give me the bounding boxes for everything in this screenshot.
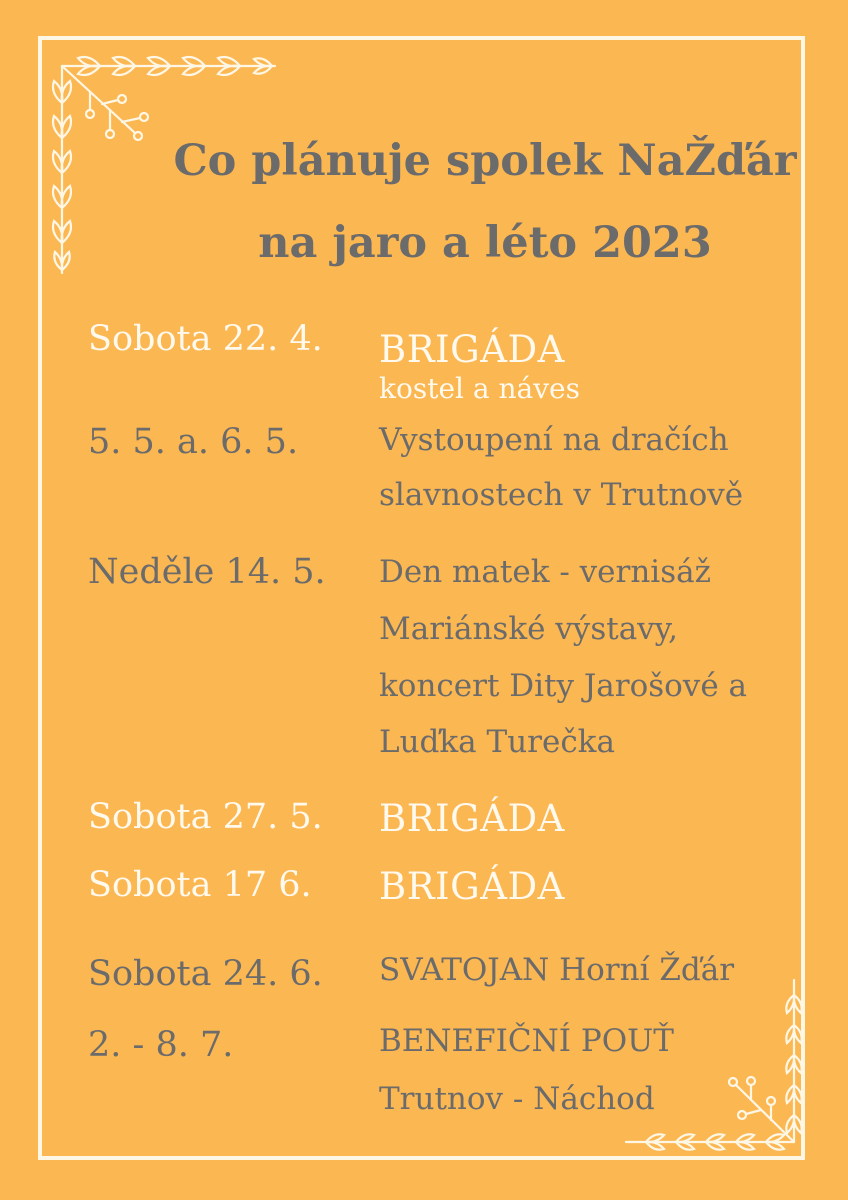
event-activity: BRIGÁDA bbox=[379, 328, 565, 371]
event-activity-line: Vystoupení na dračích bbox=[379, 422, 729, 458]
event-activity: BRIGÁDA bbox=[379, 865, 565, 908]
event-activity-line: Den matek - vernisáž bbox=[379, 554, 711, 590]
event-date: Sobota 24. 6. bbox=[88, 954, 323, 994]
event-date: Sobota 17 6. bbox=[88, 865, 312, 905]
event-activity-line: koncert Dity Jarošové a bbox=[379, 668, 748, 704]
event-date: Sobota 22. 4. bbox=[88, 319, 323, 359]
event-detail: kostel a náves bbox=[379, 372, 580, 405]
event-activity-line: Trutnov - Náchod bbox=[379, 1081, 655, 1117]
event-activity: SVATOJAN Horní Žďár bbox=[379, 952, 735, 988]
event-activity: BRIGÁDA bbox=[379, 797, 565, 840]
event-activity-line: Luďka Turečka bbox=[379, 724, 615, 760]
event-date: 5. 5. a. 6. 5. bbox=[88, 422, 299, 462]
event-date: Neděle 14. 5. bbox=[88, 552, 326, 592]
event-activity-line: Mariánské výstavy, bbox=[379, 611, 678, 647]
leaf-branch-ornament-bottom-right-icon bbox=[606, 960, 806, 1160]
event-date: Sobota 27. 5. bbox=[88, 797, 323, 837]
page-title-line-1: Co plánuje spolek NaŽďár bbox=[173, 136, 797, 186]
event-activity-line: slavnostech v Trutnově bbox=[379, 477, 744, 513]
event-activity-line: BENEFIČNÍ POUŤ bbox=[379, 1023, 674, 1059]
event-date: 2. - 8. 7. bbox=[88, 1025, 234, 1065]
page-title-line-2: na jaro a léto 2023 bbox=[258, 218, 712, 268]
